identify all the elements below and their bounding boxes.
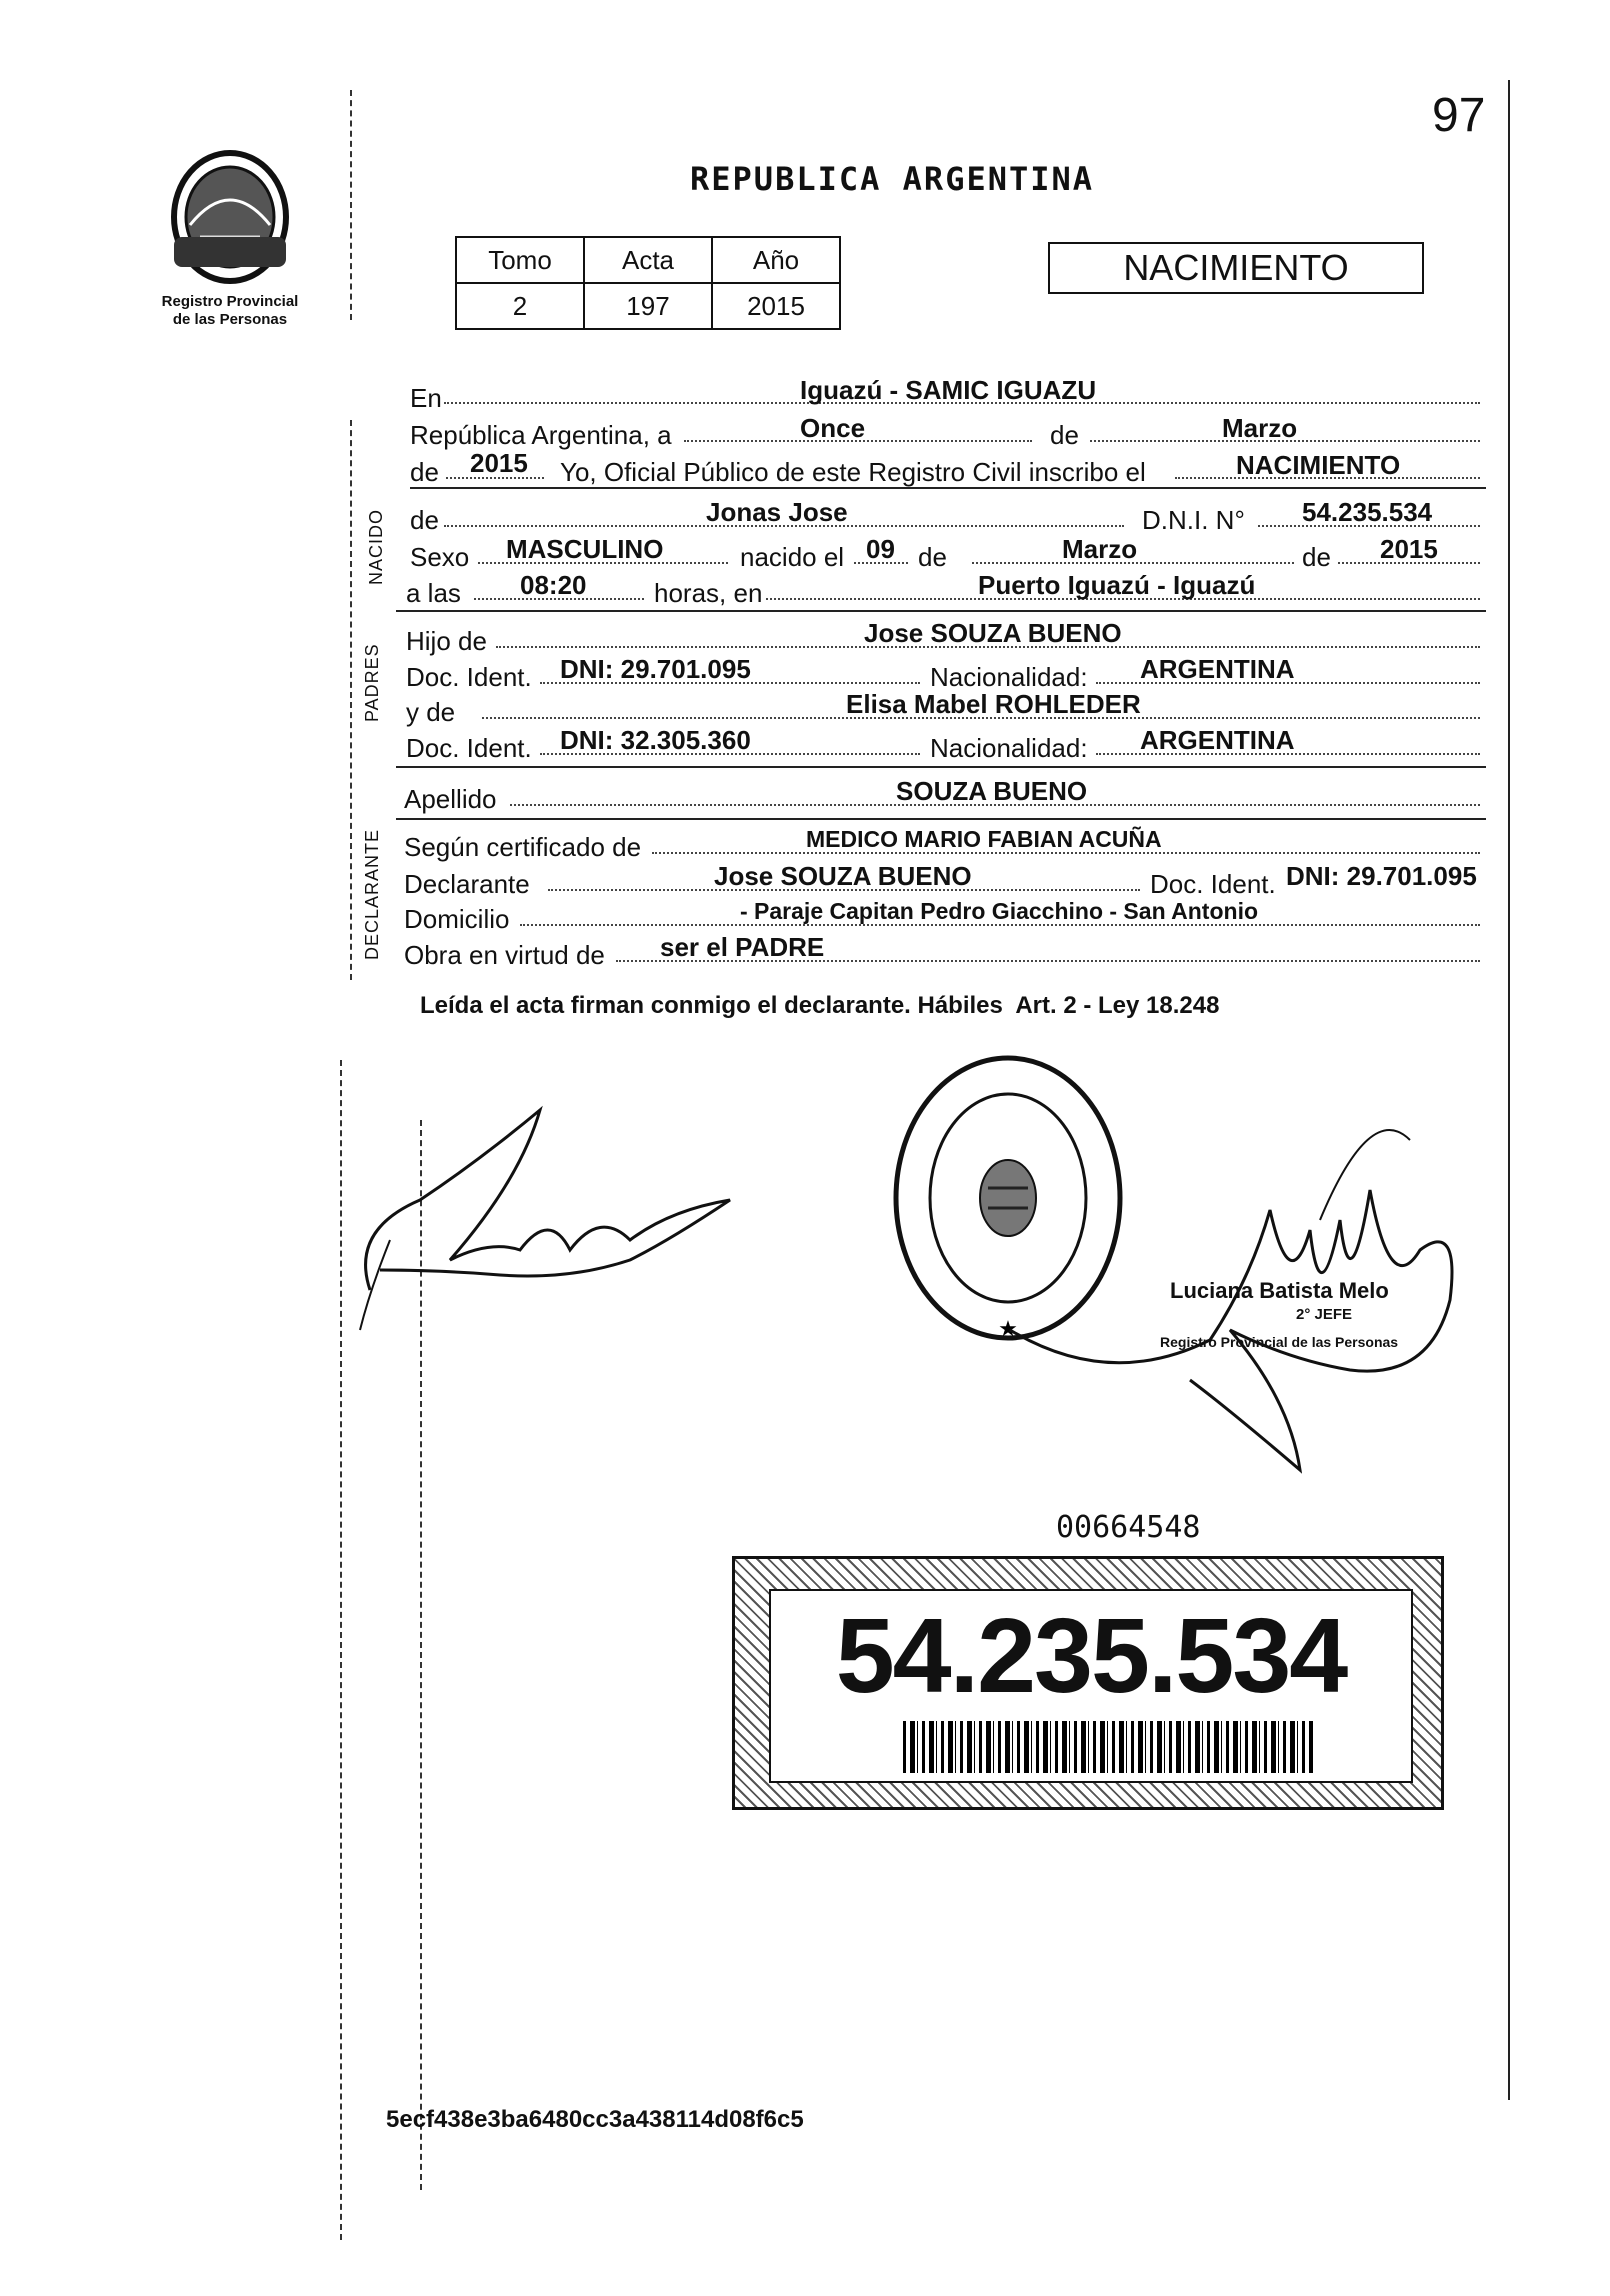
registered-event: NACIMIENTO	[1236, 450, 1401, 480]
header-tomo: Tomo	[456, 237, 584, 283]
nacido-de3-label: de	[1302, 542, 1331, 572]
father-doc-value: DNI: 29.701.095	[560, 654, 751, 684]
value-ano: 2015	[712, 283, 840, 329]
de2-label: de	[410, 457, 439, 487]
yo-text: Yo, Oficial Público de este Registro Civil inscribo el	[560, 457, 1146, 487]
mother-value: Elisa Mabel ROHLEDER	[846, 689, 1141, 719]
section-divider	[396, 610, 1486, 612]
de-label: de	[1050, 420, 1079, 450]
dni-sticker-number: 54.235.534	[835, 1597, 1347, 1715]
officer-name: Luciana Batista Melo	[1170, 1278, 1389, 1303]
dni-sticker-panel	[769, 1589, 1413, 1783]
dom-value: - Paraje Capitan Pedro Giacchino - San Antonio	[740, 898, 1259, 924]
month-value: Marzo	[1222, 413, 1298, 443]
horas-label: horas, en	[654, 578, 763, 608]
dom-label: Domicilio	[404, 904, 510, 934]
declarante-section-label: DECLARANTE	[362, 828, 382, 960]
republica-label: República Argentina, a	[410, 420, 672, 450]
nacido-el-label: nacido el	[740, 542, 845, 572]
padres-section-label: PADRES	[362, 643, 382, 722]
father-nat-value: ARGENTINA	[1140, 654, 1295, 684]
nacido-de-label: de	[410, 505, 439, 535]
decl-value: Jose SOUZA BUENO	[714, 861, 972, 891]
nacido-de2-label: de	[918, 542, 947, 572]
logo-caption-line1: Registro Provincial	[161, 293, 299, 310]
time-value: 08:20	[520, 570, 587, 600]
father-value: Jose SOUZA BUENO	[864, 618, 1122, 648]
apellido-label: Apellido	[404, 784, 497, 814]
record-table	[455, 236, 841, 330]
dni-label: D.N.I. N°	[1142, 505, 1245, 535]
father-doc-label: Doc. Ident.	[406, 662, 532, 692]
decl-doc-label: Doc. Ident.	[1150, 869, 1276, 899]
mother-nat-value: ARGENTINA	[1140, 725, 1295, 755]
value-acta: 197	[584, 283, 712, 329]
decl-label: Declarante	[404, 869, 530, 899]
page-number: 97	[1432, 89, 1486, 142]
alas-label: a las	[406, 578, 461, 608]
birth-place-value: Puerto Iguazú - Iguazú	[978, 570, 1256, 600]
nacido-section-label: NACIDO	[366, 508, 386, 585]
section-divider	[396, 818, 1486, 820]
yde-label: y de	[406, 697, 456, 727]
sexo-value: MASCULINO	[506, 534, 664, 564]
barcode-icon	[903, 1721, 1313, 1773]
serial-number: 00664548	[1056, 1510, 1201, 1545]
hijo-label: Hijo de	[406, 626, 487, 656]
header-ano: Año	[712, 237, 840, 283]
right-margin-line	[1508, 80, 1510, 2100]
year-value: 2015	[470, 448, 528, 478]
birth-month-value: Marzo	[1062, 534, 1138, 564]
officer-title: 2° JEFE	[1296, 1306, 1353, 1323]
cert-label: Según certificado de	[404, 832, 642, 862]
decl-doc-value: DNI: 29.701.095	[1286, 861, 1477, 891]
en-label: En	[410, 383, 442, 413]
declarant-signature	[330, 1090, 750, 1370]
mother-doc-value: DNI: 32.305.360	[560, 725, 751, 755]
svg-text:★: ★	[998, 1317, 1018, 1342]
misiones-emblem-logo	[160, 145, 300, 285]
closing-statement: Leída el acta firman conmigo el declarante. Hábiles Art. 2 - Ley 18.248	[420, 992, 1220, 1019]
father-nat-label: Nacionalidad:	[930, 662, 1088, 692]
cert-value: MEDICO MARIO FABIAN ACUÑA	[806, 826, 1162, 852]
birth-year-value: 2015	[1380, 534, 1438, 564]
day-value: Once	[800, 413, 866, 443]
section-divider	[410, 487, 1486, 489]
birth-day-value: 09	[866, 534, 895, 564]
dni-sticker	[732, 1556, 1444, 1810]
apellido-value: SOUZA BUENO	[896, 776, 1088, 806]
left-margin-mark	[350, 90, 352, 320]
logo-caption-line2: de las Personas	[172, 311, 288, 328]
page-title: REPUBLICA ARGENTINA	[690, 160, 1095, 198]
sexo-label: Sexo	[410, 542, 470, 572]
logo-caption	[140, 293, 320, 329]
place-value: Iguazú - SAMIC IGUAZU	[800, 375, 1097, 405]
obra-value: ser el PADRE	[660, 932, 825, 962]
act-type-box: NACIMIENTO	[1048, 242, 1424, 294]
mother-doc-label: Doc. Ident.	[406, 733, 532, 763]
officer-office: Registro Provincial de las Personas	[1160, 1334, 1399, 1350]
section-divider	[396, 766, 1486, 768]
dni-value: 54.235.534	[1302, 497, 1433, 527]
mother-nat-label: Nacionalidad:	[930, 733, 1088, 763]
header-acta: Acta	[584, 237, 712, 283]
obra-label: Obra en virtud de	[404, 940, 605, 970]
value-tomo: 2	[456, 283, 584, 329]
left-margin-mark	[350, 420, 352, 980]
document-hash: 5ecf438e3ba6480cc3a438114d08f6c5	[386, 2106, 804, 2133]
name-value: Jonas Jose	[706, 497, 848, 527]
